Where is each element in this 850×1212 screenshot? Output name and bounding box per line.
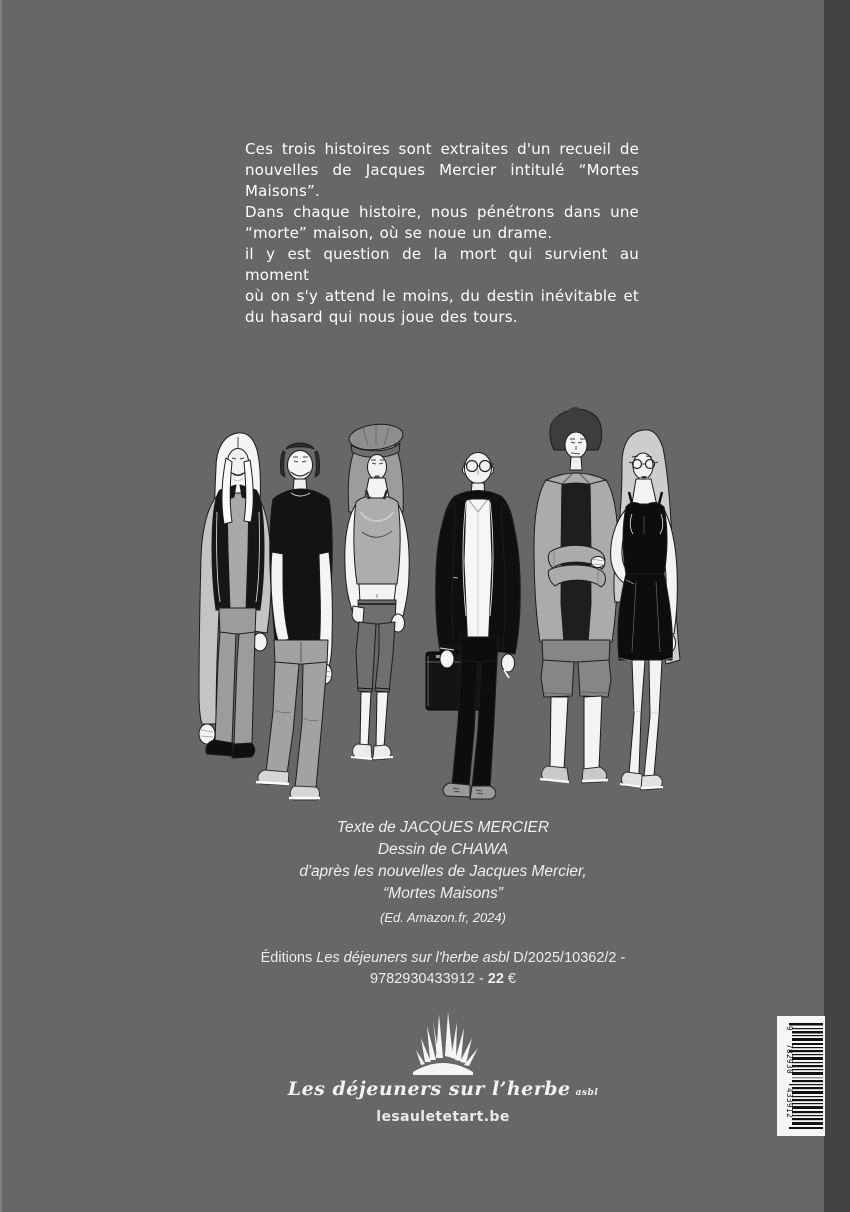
synopsis-line: du hasard qui nous joue des tours. bbox=[245, 308, 518, 326]
synopsis-line: nouvelles de Jacques Mercier intitulé “Mortes bbox=[245, 161, 639, 179]
synopsis-line: Ces trois histoires sont extraites d'un recueil de bbox=[245, 140, 639, 158]
character-long-haired-man bbox=[199, 433, 271, 758]
book-spine-shadow bbox=[824, 0, 850, 1212]
barcode-digit-group-3: 433912 bbox=[785, 1088, 794, 1119]
publisher-logo-block bbox=[143, 1012, 743, 1125]
credit-author: Texte de JACQUES MERCIER bbox=[336, 819, 550, 836]
synopsis-line: Maisons”. bbox=[245, 182, 320, 200]
credit-source: d'après les nouvelles de Jacques Mercier, bbox=[299, 863, 587, 880]
character-woman-with-cap bbox=[345, 422, 409, 760]
page-left-edge bbox=[0, 0, 2, 1212]
publisher-suffix: asbl bbox=[575, 1088, 599, 1098]
credit-title: “Mortes Maisons” bbox=[383, 885, 503, 902]
editions-line1 bbox=[113, 948, 773, 969]
barcode-digit-group-2: 782930 bbox=[785, 1044, 794, 1075]
editions-line2 bbox=[113, 969, 773, 990]
publisher-website: lesauletetart.be bbox=[376, 1109, 510, 1125]
isbn-number: 9782930433912 - bbox=[370, 971, 488, 987]
synopsis-text bbox=[245, 139, 639, 328]
character-suit-man-briefcase bbox=[426, 453, 520, 800]
editions-block bbox=[113, 948, 773, 990]
synopsis-line: “morte” maison, où se noue un drame. bbox=[245, 224, 553, 242]
synopsis-line: Dans chaque histoire, nous pénétrons dans une bbox=[245, 203, 639, 221]
synopsis-line: où on s'y attend le moins, du destin inévitable et bbox=[245, 287, 639, 305]
credits-block bbox=[143, 817, 743, 929]
barcode-digit-group-1: 9 bbox=[785, 1026, 794, 1032]
character-curly-haired-man bbox=[534, 407, 618, 783]
six-characters-illustration bbox=[170, 400, 720, 812]
synopsis-line: il y est question de la mort qui survient au moment bbox=[245, 245, 639, 284]
editions-prefix: Éditions bbox=[260, 950, 317, 966]
price-value: 22 bbox=[487, 971, 504, 987]
price-currency: € bbox=[503, 971, 516, 987]
editions-deposit: D/2025/10362/2 - bbox=[509, 950, 626, 966]
publisher-name bbox=[143, 1078, 743, 1100]
credit-artist: Dessin de CHAWA bbox=[377, 841, 509, 858]
ean-barcode bbox=[777, 1016, 825, 1136]
credit-edition: (Ed. Amazon.fr, 2024) bbox=[380, 910, 506, 925]
character-woman-black-dress bbox=[611, 430, 680, 790]
editions-publisher: Les déjeuners sur l'herbe asbl bbox=[316, 950, 510, 966]
grass-icon bbox=[397, 1012, 489, 1076]
publisher-name-text: Les déjeuners sur l’herbe bbox=[287, 1078, 571, 1100]
